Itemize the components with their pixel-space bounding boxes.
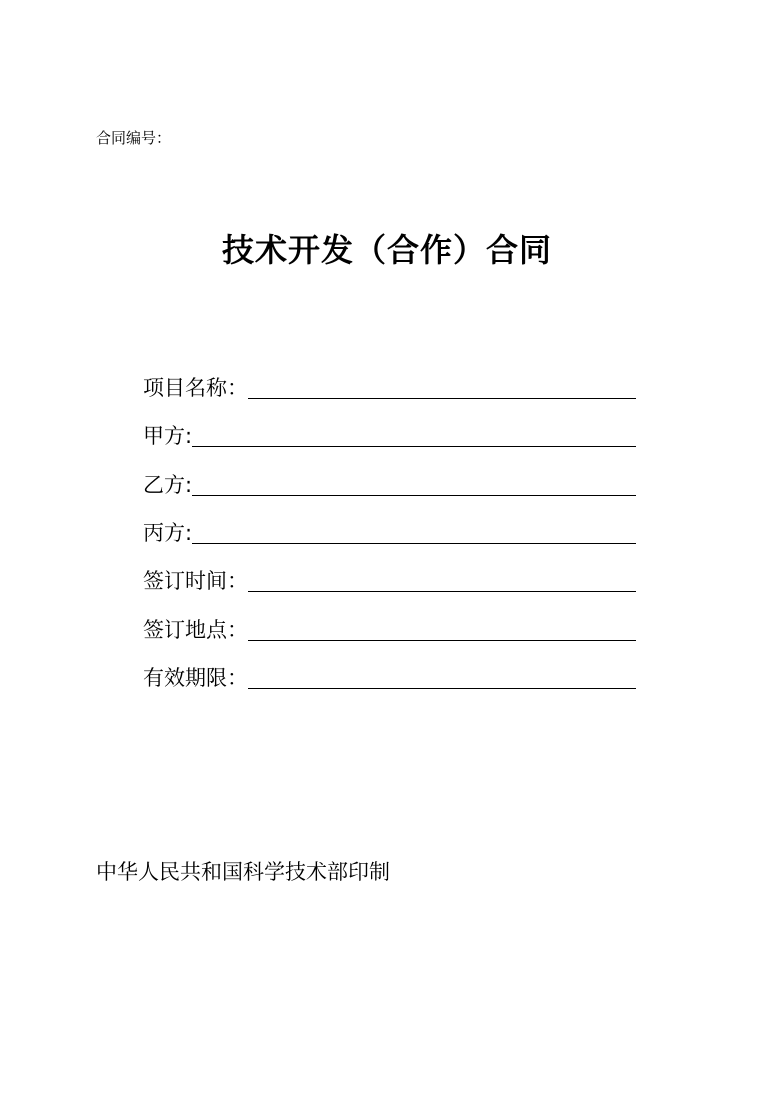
field-label-party-a: 甲方: <box>143 424 193 448</box>
field-label-validity-period: 有效期限： <box>143 666 248 690</box>
field-label-party-c: 丙方: <box>143 521 193 545</box>
field-row-party-a <box>143 418 636 450</box>
page-title: 技术开发（合作）合同 <box>221 231 552 269</box>
field-row-party-b <box>143 467 636 499</box>
field-line-party-b[interactable] <box>192 495 636 496</box>
publisher-text: 中华人民共和国科学技术部印制 <box>96 860 390 884</box>
field-label-signing-place: 签订地点： <box>143 618 248 642</box>
field-label-project-name: 项目名称： <box>143 376 248 400</box>
field-row-project-name <box>143 370 636 402</box>
field-line-party-a[interactable] <box>192 446 636 447</box>
field-line-signing-place[interactable] <box>248 640 636 641</box>
field-line-validity-period[interactable] <box>248 688 636 689</box>
field-line-signing-time[interactable] <box>248 591 636 592</box>
field-row-party-c <box>143 515 636 547</box>
field-line-party-c[interactable] <box>192 543 636 544</box>
contract-number-label: 合同编号： <box>96 129 172 147</box>
field-row-signing-time <box>143 563 636 595</box>
field-line-project-name[interactable] <box>248 398 636 399</box>
field-label-party-b: 乙方: <box>143 473 193 497</box>
field-row-signing-place <box>143 612 636 644</box>
field-label-signing-time: 签订时间： <box>143 569 248 593</box>
field-row-validity-period <box>143 660 636 692</box>
